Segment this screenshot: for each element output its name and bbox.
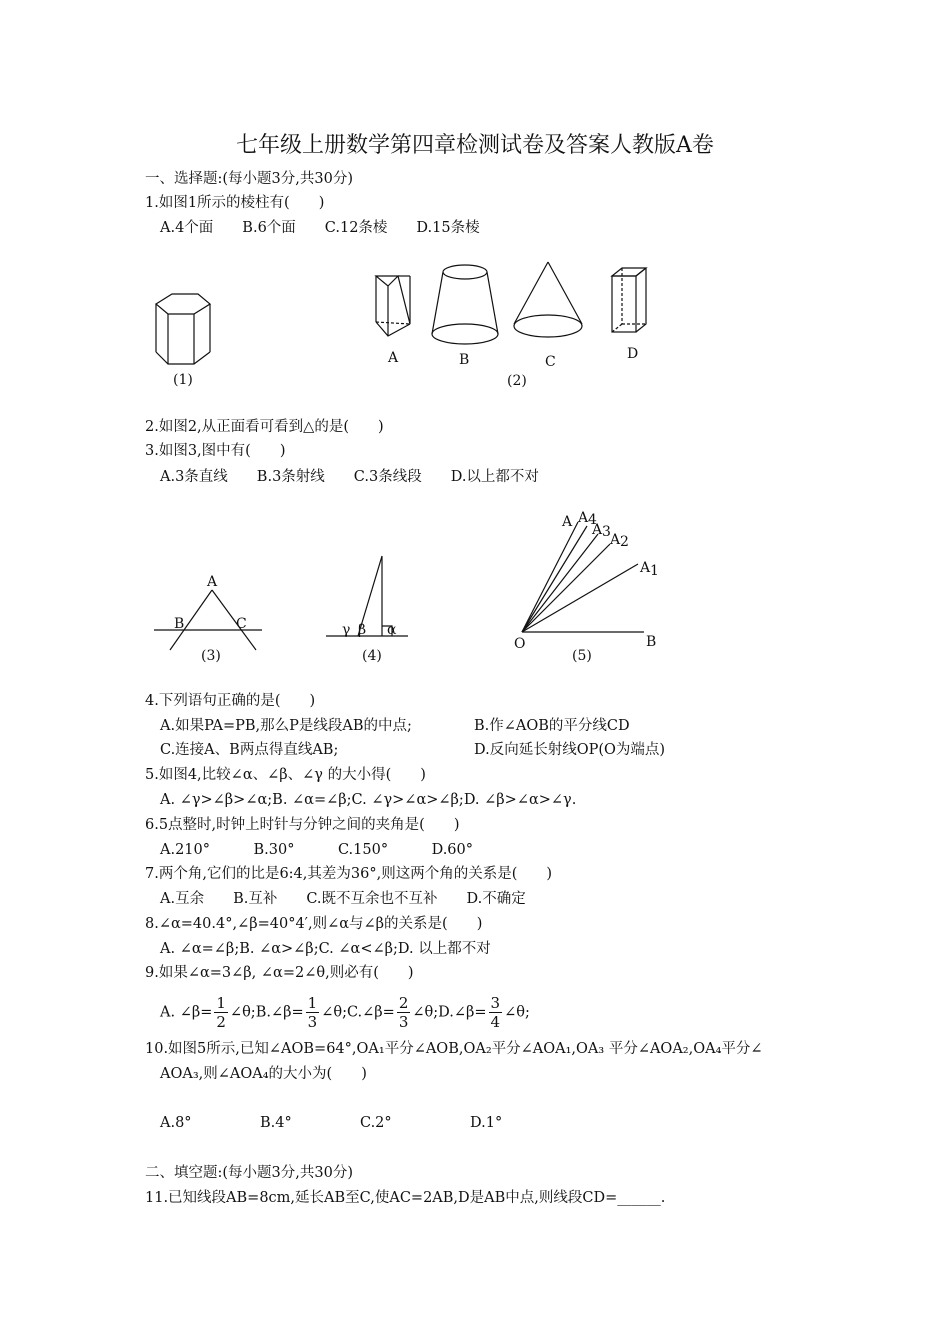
question-10-line-2: AOA₃,则∠AOA₄的大小为( ) xyxy=(160,1066,367,1082)
question-3-options: A.3条直线 B.3条射线 C.3条线段 D.以上都不对 xyxy=(160,469,539,485)
figure-5-point-o: O xyxy=(514,636,526,652)
section-heading-choice: 一、选择题:(每小题3分,共30分) xyxy=(145,171,353,187)
q9-c-denominator: 3 xyxy=(398,1013,409,1031)
q9-b-denominator: 3 xyxy=(307,1013,318,1031)
shape-a-label: A xyxy=(388,350,399,366)
question-9-options xyxy=(160,994,530,1031)
figure-3-label: (3) xyxy=(201,648,221,664)
q9-option-a-prefix: A. ∠β= xyxy=(160,1004,213,1021)
question-8: 8.∠α=40.4°,∠β=40°4′,则∠α与∠β的关系是( ) xyxy=(145,916,483,932)
figure-5-sub-4: 4 xyxy=(588,512,597,528)
figure-4-label: (4) xyxy=(362,648,382,664)
question-3: 3.如图3,图中有( ) xyxy=(145,443,286,459)
figure-1-label: (1) xyxy=(173,372,193,388)
figure-3-point-b: B xyxy=(174,616,185,632)
shape-d-cuboid xyxy=(608,266,658,341)
shape-b-frustum xyxy=(430,262,510,352)
figure-5-sub-1: 1 xyxy=(650,563,659,579)
figure-3-triangle-lines xyxy=(152,574,272,658)
q9-c-numerator: 2 xyxy=(398,994,409,1012)
q9-option-c-prefix: C.∠β= xyxy=(346,1004,395,1021)
figure-5-sub-3: 3 xyxy=(602,524,611,540)
figure-3-point-c: C xyxy=(236,616,247,632)
q9-d-denominator: 4 xyxy=(490,1013,501,1031)
shape-a-triangular-prism xyxy=(372,272,422,342)
section-heading-fill: 二、填空题:(每小题3分,共30分) xyxy=(145,1165,353,1181)
figure-4-right-triangle xyxy=(322,552,422,642)
shape-c-cone xyxy=(512,262,592,352)
figure-5-angle-bisectors xyxy=(512,506,682,652)
question-10-option-a: A.8° xyxy=(160,1115,192,1131)
q9-option-d-suffix: ∠θ; xyxy=(504,1004,530,1021)
question-4-option-a: A.如果PA=PB,那么P是线段AB的中点; xyxy=(160,718,412,734)
q9-option-c-suffix: ∠θ; xyxy=(412,1004,439,1021)
question-4-option-c: C.连接A、B两点得直线AB; xyxy=(160,742,339,758)
figure-2-label: (2) xyxy=(507,373,527,389)
q9-d-numerator: 3 xyxy=(490,994,501,1012)
q9-option-a-fraction xyxy=(214,994,228,1031)
shape-b-label: B xyxy=(459,352,470,368)
question-5: 5.如图4,比较∠α、∠β、∠γ 的大小得( ) xyxy=(145,767,426,783)
question-7: 7.两个角,它们的比是6:4,其差为36°,则这两个角的关系是( ) xyxy=(145,866,553,882)
question-7-options: A.互余 B.互补 C.既不互余也不互补 D.不确定 xyxy=(160,891,526,907)
figure-4-angle-gamma: γ xyxy=(342,622,351,638)
q9-option-b-suffix: ∠θ; xyxy=(321,1004,347,1021)
q9-b-numerator: 1 xyxy=(307,994,318,1012)
figure-5-point-a1: A xyxy=(640,560,651,576)
question-6: 6.5点整时,时钟上时针与分钟之间的夹角是( ) xyxy=(145,817,460,833)
q9-option-a-suffix: ∠θ; xyxy=(229,1004,256,1021)
figure-5-point-a3: A xyxy=(592,522,603,538)
q9-a-denominator: 2 xyxy=(216,1013,226,1031)
page-title: 七年级上册数学第四章检测试卷及答案人教版A卷 xyxy=(236,133,714,158)
question-10-option-d: D.1° xyxy=(470,1115,503,1131)
q9-option-c-fraction xyxy=(397,994,411,1031)
question-9: 9.如果∠α=3∠β, ∠α=2∠θ,则必有( ) xyxy=(145,965,414,981)
figure-5-sub-2: 2 xyxy=(620,534,629,550)
question-5-options: A. ∠γ>∠β>∠α;B. ∠α=∠β;C. ∠γ>∠α>∠β;D. ∠β>∠α>∠γ. xyxy=(160,792,577,808)
question-10-option-c: C.2° xyxy=(360,1115,392,1131)
question-8-options: A. ∠α=∠β;B. ∠α>∠β;C. ∠α<∠β;D. 以上都不对 xyxy=(160,941,491,957)
shape-d-label: D xyxy=(627,346,639,362)
figure-5-point-a2: A xyxy=(610,532,621,548)
question-1: 1.如图1所示的棱柱有( ) xyxy=(145,195,325,211)
question-11: 11.已知线段AB=8cm,延长AB至C,使AC=2AB,D是AB中点,则线段CD=______. xyxy=(145,1190,666,1206)
question-4-option-b: B.作∠AOB的平分线CD xyxy=(474,718,630,734)
q9-option-d-fraction xyxy=(489,994,503,1031)
question-6-options: A.210° B.30° C.150° D.60° xyxy=(160,842,474,858)
question-4-option-d: D.反向延长射线OP(O为端点) xyxy=(474,742,666,758)
question-2: 2.如图2,从正面看可看到△的是( ) xyxy=(145,419,384,435)
figure-3-point-a: A xyxy=(207,574,218,590)
q9-option-b-prefix: B.∠β= xyxy=(255,1004,304,1021)
figure-4-angle-beta: β xyxy=(358,622,367,638)
question-4: 4.下列语句正确的是( ) xyxy=(145,693,316,709)
q9-option-d-prefix: D.∠β= xyxy=(438,1004,487,1021)
shape-c-label: C xyxy=(545,354,556,370)
question-1-options: A.4个面 B.6个面 C.12条棱 D.15条棱 xyxy=(160,220,480,236)
q9-a-numerator: 1 xyxy=(216,994,226,1012)
figure-4-angle-alpha: α xyxy=(387,622,397,638)
figure-5-label: (5) xyxy=(572,648,592,664)
question-10-line-1: 10.如图5所示,已知∠AOB=64°,OA₁平分∠AOB,OA₂平分∠AOA₁,OA₃ 平分∠AOA₂,OA₄平分∠ xyxy=(145,1041,763,1057)
figure-5-point-b: B xyxy=(646,634,657,650)
figure-1-hexagonal-prism xyxy=(150,290,220,370)
q9-option-b-fraction xyxy=(306,994,320,1031)
figure-5-point-a4: A xyxy=(578,510,589,526)
question-10-option-b: B.4° xyxy=(260,1115,292,1131)
figure-5-point-a: A xyxy=(562,514,573,530)
